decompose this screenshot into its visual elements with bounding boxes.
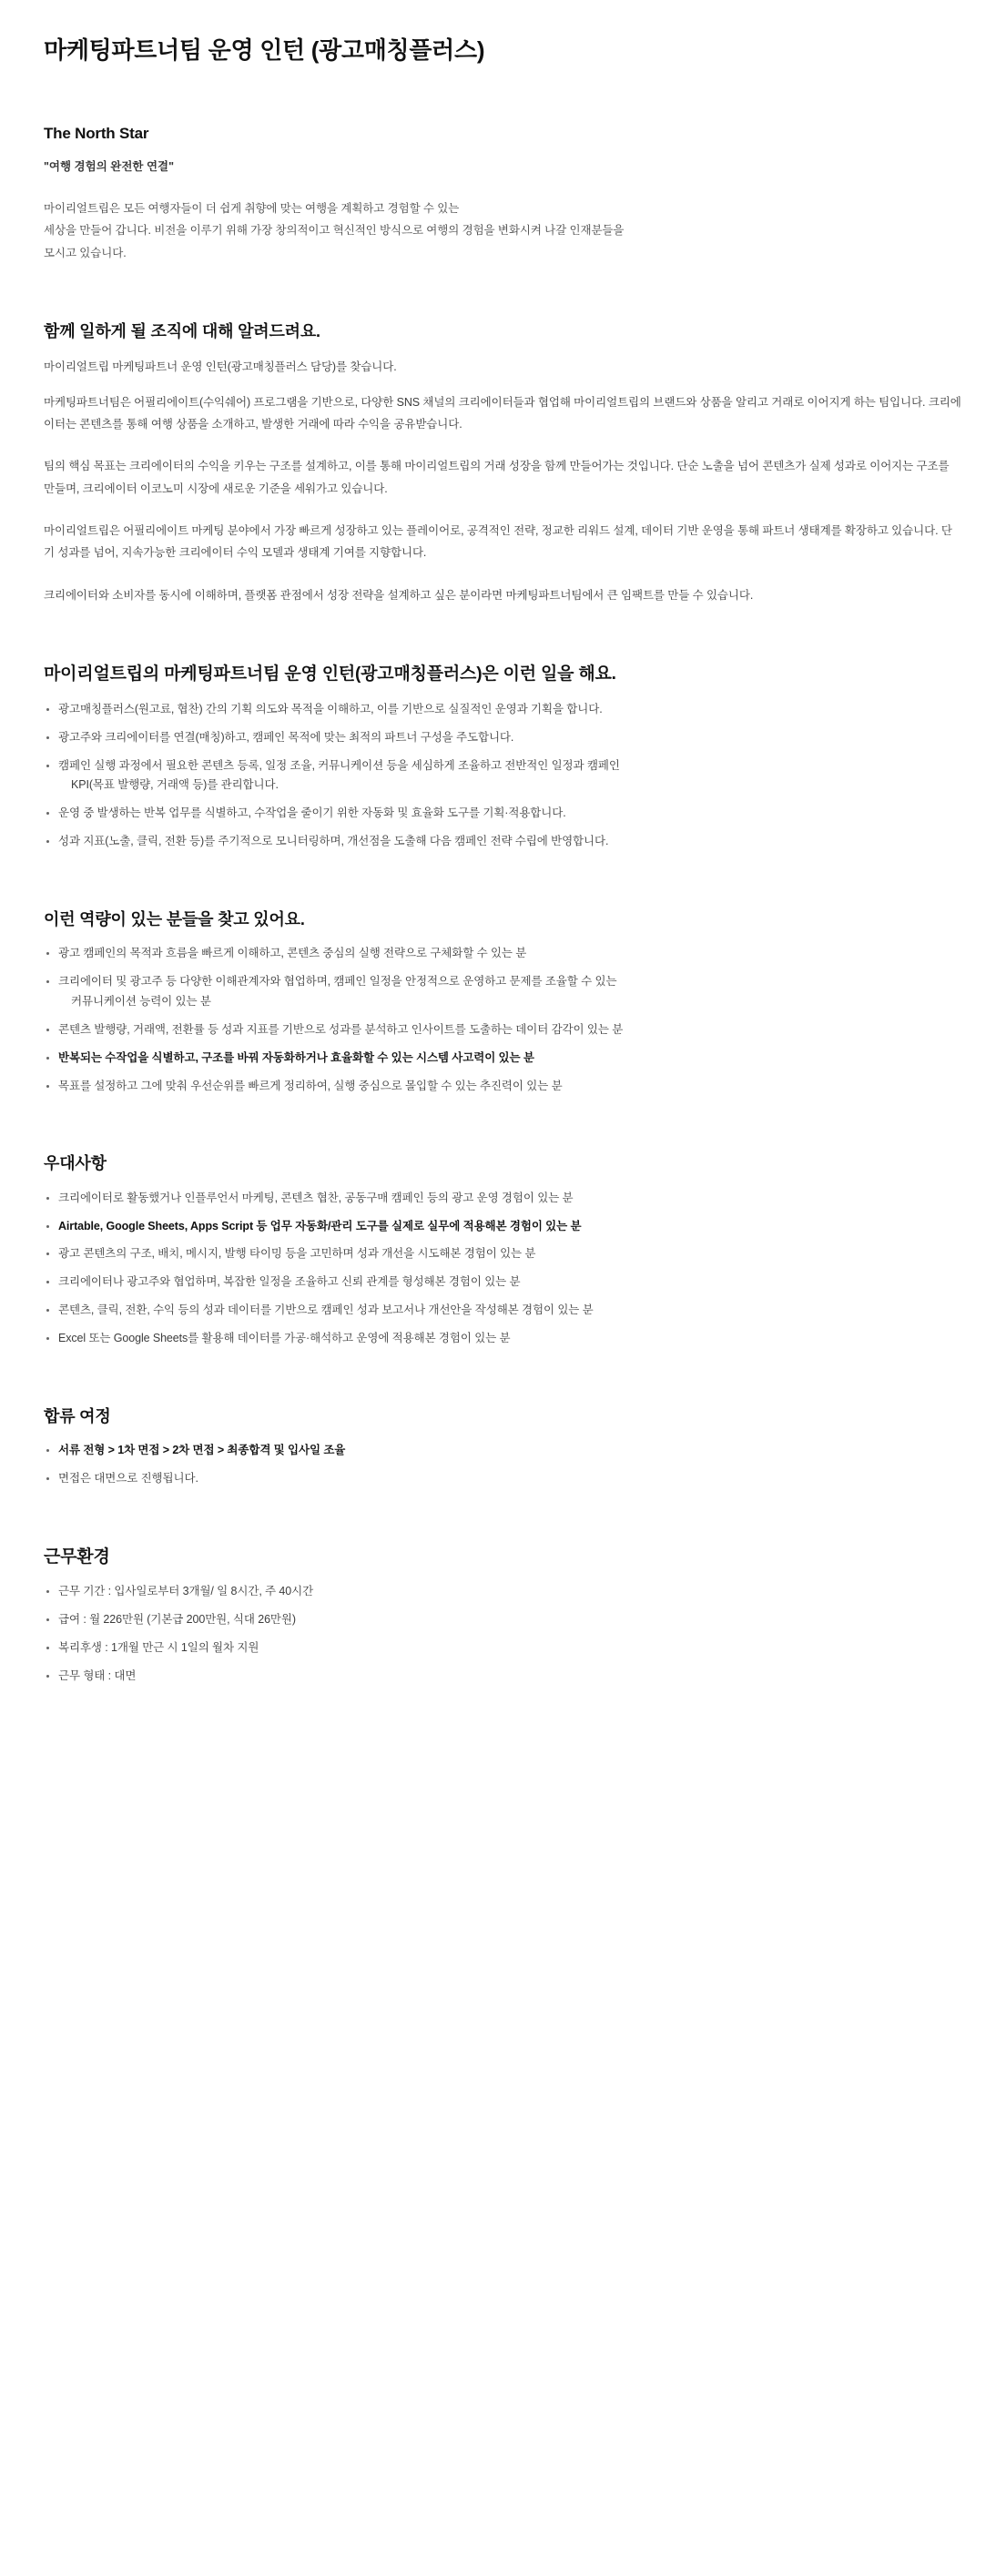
qualifications-heading: 이런 역량이 있는 분들을 찾고 있어요.	[44, 910, 305, 929]
organization-paragraph-1: 마케팅파트너팀은 어필리에이트(수익쉐어) 프로그램을 기반으로, 다양한 SNS 채널의 크리에이터들과 협업해 마이리얼트립의 브랜드와 상품을 알리고 거래로 이어지게 하는 팀입니다. 크리에이터는 콘텐츠를 통해 여행 상품을 소개하고, 발생한 거래에 따라 수익을 공유받습니다.	[44, 395, 961, 431]
list-item-text: 광고주와 크리에이터를 연결(매칭)하고, 캠페인 목적에 맞는 최적의 파트너 구성을 주도합니다.	[58, 730, 514, 744]
section-work-environment	[44, 1546, 962, 1687]
list-item	[44, 1667, 962, 1687]
list-item-text: 성과 지표(노출, 클릭, 전환 등)를 주기적으로 모니터링하며, 개선점을 도출해 다음 캠페인 전략 수립에 반영합니다.	[58, 835, 609, 848]
section-qualifications	[44, 908, 962, 1096]
list-item	[44, 756, 962, 796]
work-environment-heading: 근무환경	[44, 1547, 110, 1567]
section-preferred	[44, 1152, 962, 1348]
north-star-tagline: "여행 경험의 완전한 연결"	[44, 159, 175, 173]
north-star-line-2: 세상을 만들어 갑니다. 비전을 이루기 위해 가장 창의적이고 혁신적인 방식으로 여행의 경험을 변화시켜 나갈 인재분들을	[44, 224, 625, 238]
list-item	[44, 1301, 962, 1321]
organization-paragraph-4: 크리에이터와 소비자를 동시에 이해하며, 플랫폼 관점에서 성장 전략을 설계하고 싶은 분이라면 마케팅파트너팀에서 큰 임팩트를 만들 수 있습니다.	[44, 588, 754, 602]
section-north-star	[44, 123, 962, 264]
process-heading: 합류 여정	[44, 1406, 111, 1425]
list-item	[44, 972, 962, 1012]
list-item-text: 근무 기간 : 입사일로부터 3개월/ 일 8시간, 주 40시간	[58, 1585, 314, 1598]
list-item-text: 급여 : 월 226만원 (기본급 200만원, 식대 26만원)	[58, 1613, 296, 1627]
list-item	[44, 1077, 962, 1097]
north-star-heading: The North Star	[44, 125, 149, 143]
north-star-line-3: 모시고 있습니다.	[44, 246, 127, 259]
list-item	[44, 804, 962, 824]
list-item-text: 크리에이터로 활동했거나 인플루언서 마케팅, 콘텐츠 협찬, 공동구매 캠페인 등의 광고 운영 경험이 있는 분	[58, 1191, 574, 1204]
list-item-text: 광고매칭플러스(원고료, 협찬) 간의 기획 의도와 목적을 이해하고, 이를 기반으로 실질적인 운영과 기획을 합니다.	[58, 702, 603, 715]
page-title: 마케팅파트너팀 운영 인턴 (광고매칭플러스)	[44, 36, 485, 64]
list-item-text: 근무 형태 : 대면	[58, 1669, 137, 1683]
preferred-heading: 우대사항	[44, 1154, 107, 1173]
list-item-text: 광고 콘텐츠의 구조, 배치, 메시지, 발행 타이밍 등을 고민하며 성과 개선을 시도해본 경험이 있는 분	[58, 1247, 536, 1261]
list-item	[44, 1469, 962, 1489]
list-item-text: 콘텐츠 발행량, 거래액, 전환률 등 성과 지표를 기반으로 성과를 분석하고 인사이트를 도출하는 데이터 감각이 있는 분	[58, 1022, 624, 1036]
responsibilities-heading: 마이리얼트립의 마케팅파트너팀 운영 인턴(광고매칭플러스)은 이런 일을 해요.	[44, 664, 616, 685]
section-organization	[44, 320, 962, 606]
list-item	[44, 1217, 962, 1237]
list-item-text: Airtable, Google Sheets, Apps Script 등 업무 자동화/관리 도구를 실제로 실무에 적용해본 경험이 있는 분	[58, 1219, 582, 1232]
list-item	[44, 944, 962, 964]
organization-heading: 함께 일하게 될 조직에 대해 알려드려요.	[44, 322, 320, 341]
list-item	[44, 832, 962, 852]
organization-paragraph-3: 마이리얼트립은 어필리에이트 마케팅 분야에서 가장 빠르게 성장하고 있는 플레이어로, 공격적인 전략, 정교한 리워드 설계, 데이터 기반 운영을 통해 파트너 생태계를 확장하고 있습니다. 단기 성과를 넘어, 지속가능한 크리에이터 수익 모델과 생태계 기여를 지향합니다.	[44, 524, 952, 560]
list-item-text: 반복되는 수작업을 식별하고, 구조를 바꿔 자동화하거나 효율화할 수 있는 시스템 사고력이 있는 분	[58, 1050, 534, 1064]
list-item	[44, 700, 962, 720]
list-item-continuation: KPI(목표 발행량, 거래액 등)를 관리합니다.	[71, 778, 279, 792]
qualifications-list	[44, 944, 962, 1096]
list-item-text: 운영 중 발생하는 반복 업무를 식별하고, 수작업을 줄이기 위한 자동화 및 효율화 도구를 기획·적용합니다.	[58, 806, 566, 820]
list-item	[44, 1441, 962, 1461]
responsibilities-list	[44, 700, 962, 852]
list-item	[44, 1273, 962, 1293]
list-item	[44, 1582, 962, 1602]
list-item	[44, 1638, 962, 1658]
organization-paragraph-2: 팀의 핵심 목표는 크리에이터의 수익을 키우는 구조를 설계하고, 이를 통해 마이리얼트립의 거래 성장을 함께 만들어가는 것입니다. 단순 노출을 넘어 콘텐츠가 실제 성과로 이어지는 구조를 만들며, 크리에이터 이코노미 시장에 새로운 기준을 세워가고 있습니다.	[44, 460, 950, 495]
preferred-list	[44, 1189, 962, 1349]
list-item-text: 복리후생 : 1개월 만근 시 1일의 월차 지원	[58, 1641, 259, 1655]
list-item-text: 크리에이터 및 광고주 등 다양한 이해관계자와 협업하며, 캠페인 일정을 안정적으로 운영하고 문제를 조율할 수 있는	[58, 975, 617, 989]
list-item	[44, 1244, 962, 1264]
section-process	[44, 1405, 962, 1489]
list-item-text: 서류 전형 > 1차 면접 > 2차 면접 > 최종합격 및 입사일 조율	[58, 1444, 346, 1457]
list-item	[44, 1189, 962, 1209]
list-item-text: 크리에이터나 광고주와 협업하며, 복잡한 일정을 조율하고 신뢰 관계를 형성해본 경험이 있는 분	[58, 1275, 521, 1289]
list-item-text: Excel 또는 Google Sheets를 활용해 데이터를 가공·해석하고 운영에 적용해본 경험이 있는 분	[58, 1332, 511, 1345]
list-item	[44, 1020, 962, 1040]
north-star-paragraph	[44, 198, 962, 264]
north-star-line-1: 마이리얼트립은 모든 여행자들이 더 쉽게 취향에 맞는 여행을 계획하고 경험할 수 있는	[44, 201, 460, 215]
list-item	[44, 1049, 962, 1069]
list-item-text: 캠페인 실행 과정에서 필요한 콘텐츠 등록, 일정 조율, 커뮤니케이션 등을 세심하게 조율하고 전반적인 일정과 캠페인	[58, 758, 620, 772]
list-item	[44, 1610, 962, 1630]
section-responsibilities	[44, 663, 962, 852]
list-item	[44, 728, 962, 748]
list-item	[44, 1329, 962, 1349]
work-environment-list	[44, 1582, 962, 1687]
list-item-continuation: 커뮤니케이션 능력이 있는 분	[71, 994, 211, 1008]
list-item-text: 목표를 설정하고 그에 맞춰 우선순위를 빠르게 정리하여, 실행 중심으로 몰입할 수 있는 추진력이 있는 분	[58, 1079, 563, 1092]
process-list	[44, 1441, 962, 1489]
list-item-text: 콘텐츠, 클릭, 전환, 수익 등의 성과 데이터를 기반으로 캠페인 성과 보고서나 개선안을 작성해본 경험이 있는 분	[58, 1303, 594, 1317]
organization-intro: 마이리얼트립 마케팅파트너 운영 인턴(광고매칭플러스 담당)를 찾습니다.	[44, 360, 397, 374]
list-item-text: 면접은 대면으로 진행됩니다.	[58, 1471, 198, 1485]
list-item-text: 광고 캠페인의 목적과 흐름을 빠르게 이해하고, 콘텐츠 중심의 실행 전략으로 구체화할 수 있는 분	[58, 947, 527, 960]
